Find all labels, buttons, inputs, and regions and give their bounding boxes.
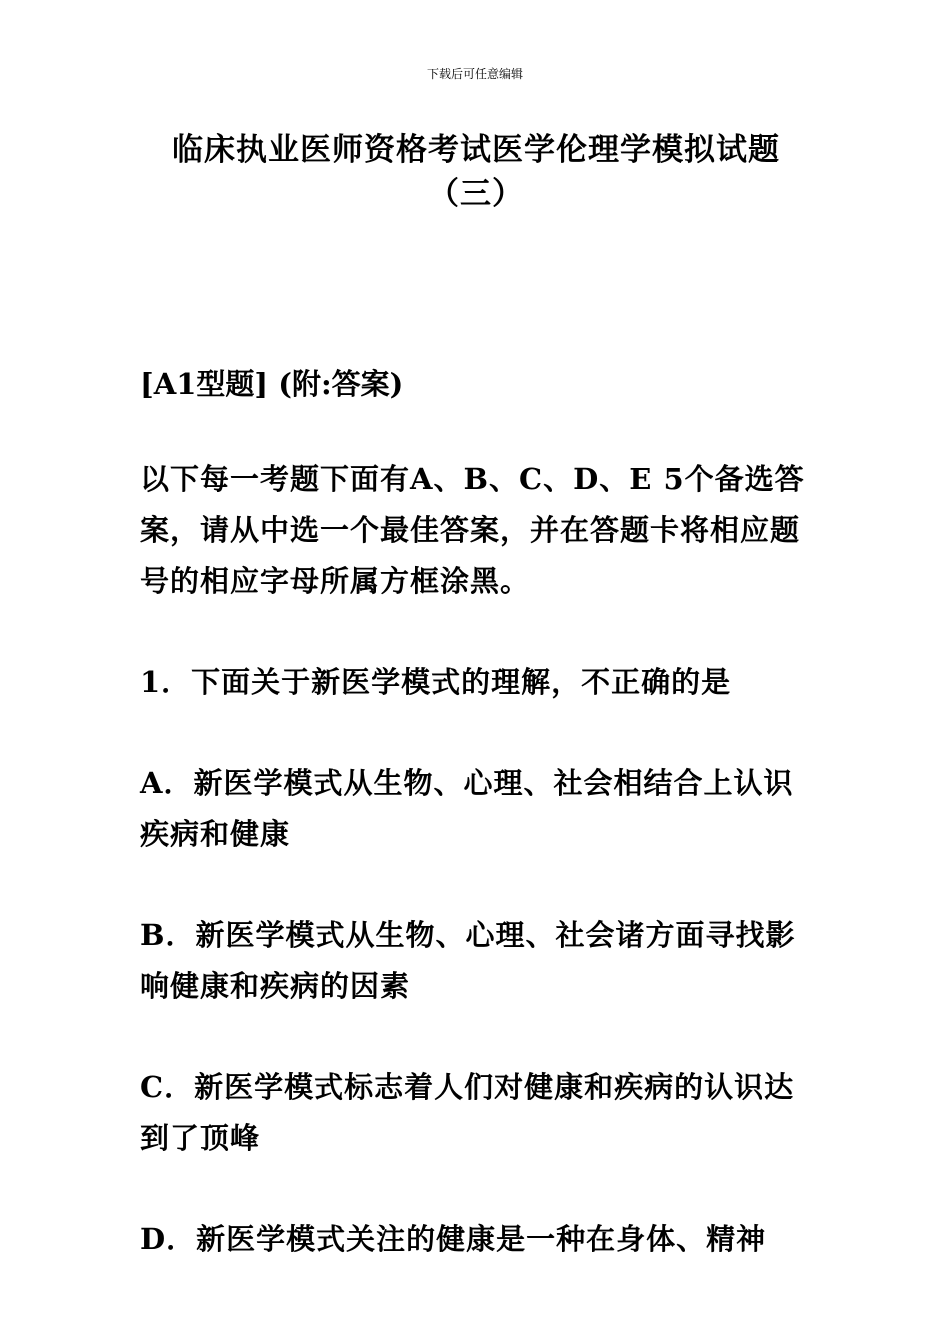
document-body [140, 128, 812, 1265]
option-b: B．新医学模式从生物、心理、社会诸方面寻找影响健康和疾病的因素 [140, 918, 796, 1003]
document-title: 临床执业医师资格考试医学伦理学模拟试题（三） [172, 132, 780, 212]
section-label: [A1型题] (附:答案) [140, 367, 404, 401]
option-d: D．新医学模式关注的健康是一种在身体、精神 [140, 1222, 767, 1256]
instructions-paragraph: 以下每一考题下面有A、B、C、D、E 5个备选答案，请从中选一个最佳答案，并在答题卡将相应题号的相应字母所属方框涂黑。 [140, 462, 805, 598]
option-c: C．新医学模式标志着人们对健康和疾病的认识达到了顶峰 [140, 1070, 795, 1155]
question-stem: 1．下面关于新医学模式的理解，不正确的是 [140, 665, 732, 699]
header-note: 下载后可任意编辑 [426, 67, 523, 81]
option-a: A．新医学模式从生物、心理、社会相结合上认识疾病和健康 [140, 766, 794, 851]
